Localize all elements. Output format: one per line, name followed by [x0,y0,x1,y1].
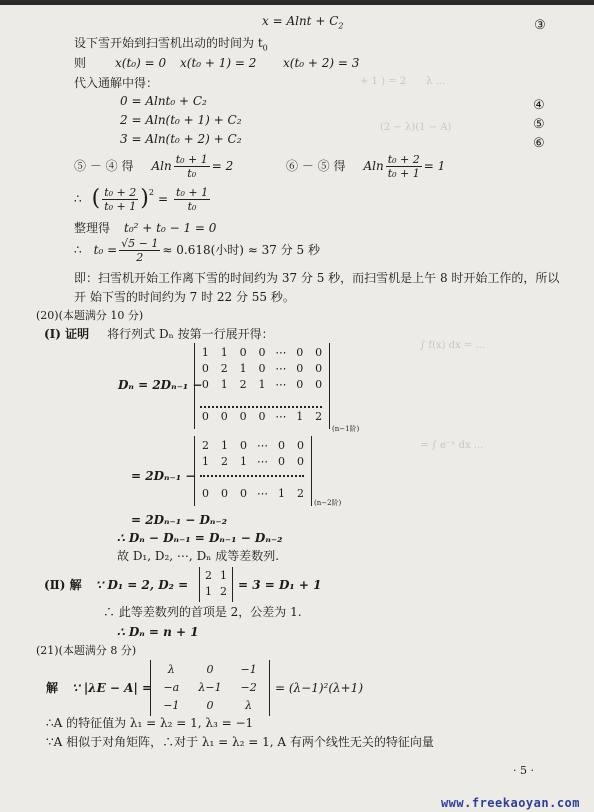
determinant-entry: 0 [296,378,304,391]
determinant-entry: 2 [220,362,228,375]
determinant-entry: 0 [278,455,285,468]
bleed-through: + 1 ) = 2 λ ... [360,76,446,87]
determinant-entry: 2 [202,439,209,452]
conclusion-line-1: 即：扫雪机开始工作离下雪的时间约为 37 分 5 秒，而扫雪机是上午 8 时开始工作的，所以 [74,271,560,285]
determinant-entry: 2 [220,585,227,598]
squared-relation: ∴ ( $\frac{\text{t₀ + 2}}{\text{t₀ + 1}}$ ) $^2$ = $\frac{\text{t₀ + 1}}{\text{t₀}}$ [74,185,209,213]
cond-a: x(t₀) = 0 [115,56,167,70]
determinant-4-entries [152,661,268,715]
q21-lhs: ∵ |λE − A| = [72,681,153,695]
q20-part2-d: ∴ Dₙ = n + 1 [117,625,199,639]
determinant-1-order: (n−1阶) [332,425,360,433]
determinant-entry: 1 [258,378,266,391]
determinant-entry: 2 [315,410,323,423]
equation-mark-4: ④ [533,98,545,113]
determinant-entry: −1 [163,699,180,712]
q20-part2: (Ⅱ) 解 ∵ D₁ = 2, D₂ = [44,578,189,592]
determinant-entry: 0 [206,699,214,712]
determinant-entry: −a [163,681,180,694]
text-line-then: 则 [74,56,87,70]
determinant-entry: 0 [297,455,304,468]
bleed-through: = ∫ e⁻ˣ dx ... [420,440,484,451]
determinant-2-order: (n−2阶) [314,499,342,507]
determinant-entry: 1 [239,362,247,375]
equation-mark-6: ⑥ [533,136,545,151]
determinant-entry: 1 [202,455,209,468]
determinant-entry: 0 [258,346,266,359]
determinant-entry: ⋯ [275,346,287,359]
q20-eq5: 故 D₁, D₂, ⋯, Dₙ 成等差数列. [117,549,280,563]
equation-mark-5: ⑤ [533,117,545,132]
determinant-entry: 0 [258,362,266,375]
determinant-entry: 1 [205,585,212,598]
text-line-1: 设下雪开始到扫雪机出动的时间为 $t_0$ [74,36,268,53]
cond-b: x(t₀ + 1) = 2 [180,56,257,70]
determinant-entry: 1 [220,346,228,359]
determinant-entry: 1 [221,439,228,452]
bleed-through: (2 − λ)(1 − A) [380,122,452,133]
determinant-entry: 0 [315,362,323,375]
determinant-entry: 0 [239,410,247,423]
determinant-entry: 0 [296,346,304,359]
determinant-entry: ⋯ [275,378,287,391]
q21-line-1: ∴A 的特征值为 λ₁ = λ₂ = 1, λ₃ = −1 [46,716,254,730]
q20-lhs-2: = 2Dₙ₋₁ − [131,469,196,483]
equation-5: 2 = Aln(t₀ + 1) + C₂ [120,113,242,127]
determinant-entry: 0 [240,487,247,500]
determinant-3-entries [201,568,231,600]
conclusion-line-2: 开 始下雪的时间约为 7 时 22 分 55 秒。 [74,290,295,304]
top-rule [0,0,594,5]
determinant-entry: 0 [315,378,323,391]
determinant-entry: 0 [220,410,228,423]
rearranged: 整理得 t₀² + t₀ − 1 = 0 [74,221,217,235]
determinant-entry: ⋯ [275,410,287,423]
determinant-entry: ⋯ [257,487,268,500]
bleed-through: ∫ f(x) dx = ... [420,340,486,351]
determinant-entry: 0 [258,410,266,423]
difference-2: ⑥ － ⑤ 得 Aln $\frac{\text{t₀ + 2}}{\text{t₀ + 1}}$ = 1 [286,152,446,180]
determinant-entry: 0 [239,346,247,359]
q21-rhs: = (λ−1)²(λ+1) [275,681,363,695]
determinant-entry: λ [167,663,175,676]
determinant-2-dots [200,475,304,477]
determinant-1-dots [200,406,322,408]
determinant-entry: 0 [296,362,304,375]
solution: ∴ t₀ = $\frac{√5 - 1}{2}$ ≈ 0.618(小时) ≈ 37 分 5 秒 [74,236,320,264]
equation-6: 3 = Aln(t₀ + 2) + C₂ [120,132,242,146]
determinant-entry: λ [245,699,253,712]
q21-line-2: ∵A 相似于对角矩阵，∴对于 λ₁ = λ₂ = 1, A 有两个线性无关的特征向量 [46,735,434,749]
equation-mark-3: ③ [534,18,546,33]
q20-eq4: ∴ Dₙ − Dₙ₋₁ = Dₙ₋₁ − Dₙ₋₂ [117,531,283,545]
determinant-entry: 0 [202,487,209,500]
q21-label: 解 [46,681,59,695]
determinant-entry: ⋯ [257,439,268,452]
determinant-entry: 1 [240,455,247,468]
determinant-entry: 1 [296,410,304,423]
determinant-entry: 0 [278,439,285,452]
determinant-entry: ⋯ [275,362,287,375]
determinant-entry: 0 [206,663,214,676]
q20-part1-title: (Ⅰ) 证明 将行列式 Dₙ 按第一行展开得： [44,327,274,341]
top-equation: $x = Alnt + C_2$ [262,14,344,31]
determinant-entry: 1 [201,346,209,359]
determinant-entry: 2 [221,455,228,468]
q20-header: (20)(本题满分 10 分) [36,309,144,322]
cond-c: x(t₀ + 2) = 3 [283,56,360,70]
determinant-entry: 0 [297,439,304,452]
determinant-entry: 0 [201,410,209,423]
determinant-entry: 0 [315,346,323,359]
determinant-entry: 2 [205,569,212,582]
determinant-entry: ⋯ [257,455,268,468]
difference-1: ⑤ － ④ 得 Aln $\frac{\text{t₀ + 1}}{\text{t₀}}$ = 2 [74,152,234,180]
determinant-entry: 1 [220,378,228,391]
determinant-entry: 0 [201,362,209,375]
q20-lhs-1: Dₙ = 2Dₙ₋₁ − [118,378,203,392]
determinant-2-last-row [196,486,310,502]
determinant-entry: 2 [297,487,304,500]
determinant-entry: 1 [220,569,227,582]
text-line-substitute: 代入通解中得： [74,76,159,90]
determinant-entry: 1 [278,487,285,500]
q20-part2-c: ∴ 此等差数列的首项是 2，公差为 1. [103,605,302,619]
determinant-entry: 0 [201,378,209,391]
determinant-entry: λ−1 [198,681,222,694]
determinant-entry: −2 [240,681,257,694]
determinant-1-entries [196,345,328,425]
determinant-entry: 2 [239,378,247,391]
page-number: · 5 · [513,764,534,777]
determinant-entry: −1 [240,663,257,676]
footer-url[interactable]: www.freekaoyan.com [440,796,580,810]
determinant-entry: 0 [240,439,247,452]
q20-eq3: = 2Dₙ₋₁ − Dₙ₋₂ [131,513,227,527]
q20-part2-rhs: = 3 = D₁ + 1 [238,578,322,592]
q21-header: (21)(本题满分 8 分) [36,644,137,657]
determinant-2-entries [196,438,310,470]
determinant-entry: 0 [221,487,228,500]
equation-4: 0 = Alnt₀ + C₂ [120,94,207,108]
